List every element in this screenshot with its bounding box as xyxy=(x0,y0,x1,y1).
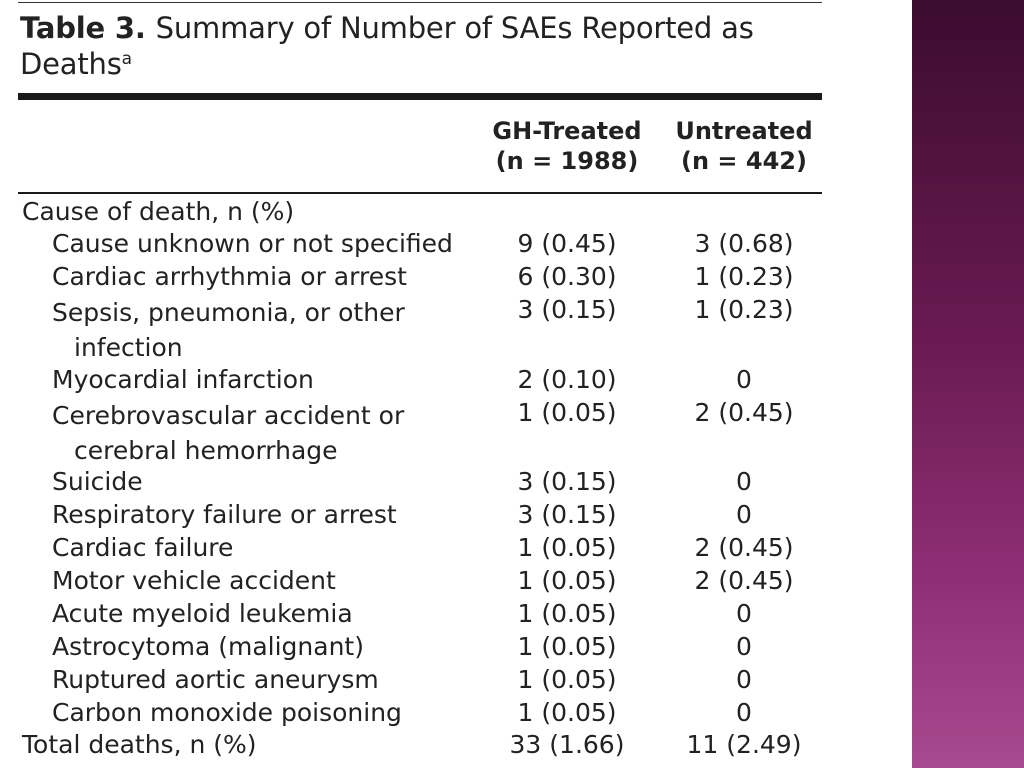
cause-label-line2: infection xyxy=(74,333,183,362)
table-caption xyxy=(20,10,810,82)
cause-label: Carbon monoxide poisoning xyxy=(52,698,402,727)
cause-label xyxy=(52,295,492,365)
cause-label-line1: Cerebrovascular accident or xyxy=(52,401,405,430)
gh-treated-value: 1 (0.05) xyxy=(517,632,617,661)
gh-treated-value: 1 (0.05) xyxy=(517,599,617,628)
untreated-value: 2 (0.45) xyxy=(694,566,794,595)
gh-treated-value: 2 (0.10) xyxy=(517,365,617,394)
untreated-value: 0 xyxy=(736,698,752,727)
gh-treated-value: 3 (0.15) xyxy=(517,500,617,529)
column-header-gh-treated xyxy=(482,116,652,176)
gh-treated-value: 1 (0.05) xyxy=(517,398,617,427)
table-label: Table 3. xyxy=(20,11,146,45)
cause-label: Ruptured aortic aneurysm xyxy=(52,665,379,694)
cause-label: Respiratory failure or arrest xyxy=(52,500,397,529)
untreated-value: 2 (0.45) xyxy=(694,398,794,427)
cause-label: Cardiac arrhythmia or arrest xyxy=(52,262,407,291)
gh-treated-value: 9 (0.45) xyxy=(517,229,617,258)
column-header-name: GH-Treated xyxy=(492,117,642,145)
cause-label-line2: cerebral hemorrhage xyxy=(74,436,338,465)
table-figure xyxy=(18,0,822,768)
untreated-value: 0 xyxy=(736,500,752,529)
cause-label: Acute myeloid leukemia xyxy=(52,599,353,628)
column-header-name: Untreated xyxy=(675,117,813,145)
cause-label: Motor vehicle accident xyxy=(52,566,336,595)
untreated-value: 0 xyxy=(736,665,752,694)
gh-treated-total: 33 (1.66) xyxy=(509,730,625,759)
cause-label-line1: Sepsis, pneumonia, or other xyxy=(52,298,405,327)
untreated-value: 0 xyxy=(736,632,752,661)
cause-label: Cause unknown or not specified xyxy=(52,229,453,258)
untreated-total: 11 (2.49) xyxy=(686,730,802,759)
column-header-untreated xyxy=(670,116,818,176)
untreated-value: 0 xyxy=(736,599,752,628)
gh-treated-value: 3 (0.15) xyxy=(517,467,617,496)
section-header: Cause of death, n (%) xyxy=(22,197,295,226)
gh-treated-value: 1 (0.05) xyxy=(517,665,617,694)
untreated-value: 2 (0.45) xyxy=(694,533,794,562)
column-header-n: (n = 442) xyxy=(681,147,807,175)
header-thin-rule xyxy=(18,192,822,194)
untreated-value: 1 (0.23) xyxy=(694,295,794,324)
gh-treated-value: 1 (0.05) xyxy=(517,698,617,727)
untreated-value: 3 (0.68) xyxy=(694,229,794,258)
untreated-value: 1 (0.23) xyxy=(694,262,794,291)
cause-label: Cardiac failure xyxy=(52,533,234,562)
table-title: Summary of Number of SAEs Reported as xyxy=(155,11,754,45)
untreated-value: 0 xyxy=(736,365,752,394)
cause-label xyxy=(52,398,492,468)
gh-treated-value: 3 (0.15) xyxy=(517,295,617,324)
title-footnote-marker: a xyxy=(121,49,132,69)
table-title-line2: Deaths xyxy=(20,47,122,81)
gh-treated-value: 1 (0.05) xyxy=(517,533,617,562)
gh-treated-value: 6 (0.30) xyxy=(517,262,617,291)
cause-label: Suicide xyxy=(52,467,143,496)
column-header-n: (n = 1988) xyxy=(495,147,639,175)
gh-treated-value: 1 (0.05) xyxy=(517,566,617,595)
header-thick-rule xyxy=(18,93,822,100)
slide-accent-bar xyxy=(912,0,1024,768)
top-rule xyxy=(18,2,822,3)
untreated-value: 0 xyxy=(736,467,752,496)
cause-label: Myocardial infarction xyxy=(52,365,314,394)
cause-label: Astrocytoma (malignant) xyxy=(52,632,364,661)
total-label: Total deaths, n (%) xyxy=(22,730,257,759)
